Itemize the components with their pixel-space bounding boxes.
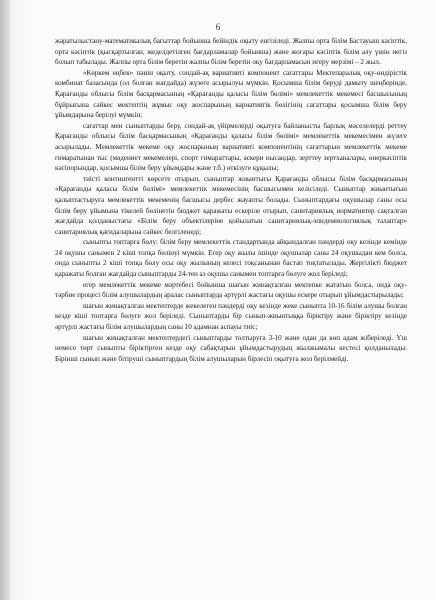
paragraph-4: тиісті контингентті көрсете отырып, сыныптар жиынтығы Қарағанды облысы білім басқармасының «Қарағанды қаласы білім бөлімі» мемлекеттік мекемесінің басшысымен келісіледі. Сыныптар жиынтығын қалыптастыруға мемлекеттік мекеменің басшысы дербес жауапты болады. Сыныптардағы оқушылар саны осы білім беру ұйымына тікелей бөлінетін бюджет қаражаты ескеріле отырып, санитариялық нормативтер сақталған жағдайда қолданыстағы «Білім беру объектілеріне қойылатын санитариялық-эпидемиологиялық талаптар» санитариялық қағидаларына сәйкес белгіленеді; — [55, 174, 407, 236]
paragraph-7: шағын жинақталған мектептерде жекелеген пәндерді оқу кезінде жеке сыныпта 10-16 білім алушы болған кезде кіші топтарға бөлуге жол беріледі. Сыныптарды бір сынып-жиынтыққа біріктіру және біріктіру кезінде әртүрлі жастағы білім алушылардың саны 10 адамнан аспауы тиіс; — [55, 301, 407, 332]
binding-shadow — [0, 0, 10, 600]
paragraph-2: «Көркем еңбек» пәнін оқыту, сондай-ақ вариативті компонент сағаттары Мектепаралық оқу-өндірістік комбинат базасында (ол болған жағдайда) жүзеге асырылуы мүмкін. Қосымша білім беруді дамыту шеңберінде, Қарағанды облысы білім басқармасының «Қарағанды қаласы білім бөлімі» мемлекеттік мекемесі басшысының бұйрығына сәйкес мектептің жұмыс оқу жоспарының вариативтік бөлігінің сағаттары қосымша білім беру ұйымдарына берілуі мүмкін; — [55, 68, 407, 120]
body-text — [55, 36, 407, 364]
paragraph-8: шағын жинақталған мектептердегі сыныптарды толтыруға 3-10 және одан да көп адам жіберіледі. Үш немесе төрт сыныпты біріктірген кезде оқу сабақтарын ұйымдастырудың жылжымалы кестесі қолданылады. Бірінші сынып және бітіруші сыныптардың білім алушыларын бірлесіп оқытуға жол берілмейді. — [55, 333, 407, 363]
paragraph-3: сағаттар мен сыныптарды беру, сондай-ақ үйірмелерді оқытуға байланысты барлық мәселелерді реттеу Қарағанды облысы білім басқармасының «Қарағанды қаласы білім бөлімі» мемлекеттік мекемесімен жүзеге асырылады. Мемлекеттік мекеме оқу жоспарының вариативті компонентінің сағаттарын мемлекеттік мекеме гимаратынан тыс (мәдениет мекемелері, спорт гимараттары, әскери нысандар, зерттеу зертханалары, өнеркәсіптік кәсіпорындар, қосымша білім беру ұйымдары және т.б.) өткізуге құқылы; — [55, 121, 407, 173]
paragraph-6: егер мемлекеттік мекеме мәртебесі бойынша шағын жинақталған мектепке жататын болса, онда оқу-тәрбие процесі білім алушылардың аралас сыныптарда әртүрлі жастағы оқушы ескере отырып ұйымдастырылады; — [55, 280, 407, 300]
paragraph-1: жаратылыстану-математикалық бағыттар бойынша бейіндік оқыту енгізіледі. Жалпы орта білім Бастауыш кәсіптік, орта кәсіптік (қысқартылған, жеделдетілген бағдарламалар бойынша) және жоғары кәсіптік білім алу үшін негіз болып табылады. Жалпы орта білім беретін жалпы білім беретін оқу бағдарламасын игеру мерзімі – 2 жыл. — [55, 37, 407, 67]
page-number: 6 — [215, 22, 221, 32]
paragraph-5: сыныпты топтарға бөлу: білім беру мемлекеттік стандартында айқындалған пәндерді оқу кезінде кемінде 24 оқушы санымен 2 кіші топқа бөлінуі мүмкін. Егер оқу жылы ішінде оқушылар саны 24 оқушыдан кем болса, онда сыныпты 2 кіші топқа бөлу осы оқу жылының келесі тоқсанынан бастап тоқтатылады. Жергілікті бюджет қаражаты болған жағдайда сыныптарды 24-тен аз оқушы санымен топтарға бөлуге жол беріледі; — [55, 238, 407, 279]
